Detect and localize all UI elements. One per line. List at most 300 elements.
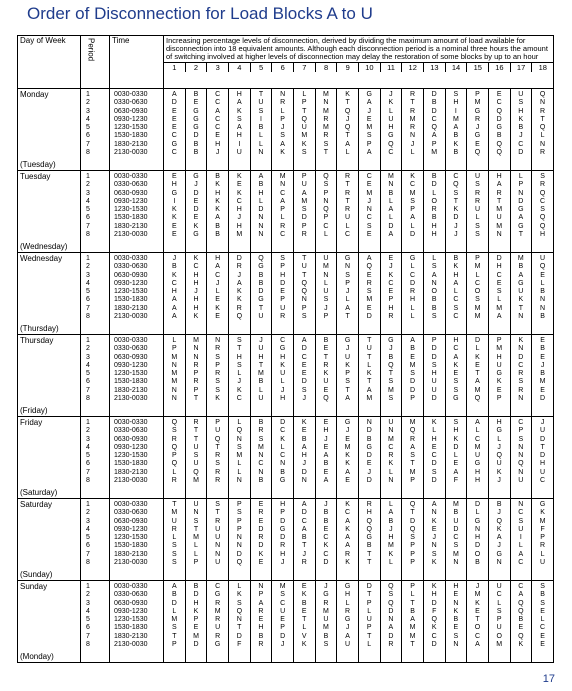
level-column [228, 499, 250, 581]
load-block-letter: S [453, 632, 459, 640]
load-block-letter: A [453, 124, 459, 132]
load-block-letter: D [496, 115, 502, 123]
load-block-letter: G [518, 279, 524, 287]
level-column [423, 335, 445, 417]
load-block-letter: A [496, 313, 502, 321]
period-number: 6 [86, 460, 90, 468]
load-block-letter: P [345, 370, 350, 378]
next-day-name: (Saturday) [20, 487, 58, 497]
load-block-letter: A [345, 395, 350, 403]
load-block-letter: J [194, 181, 198, 189]
header-description-text: Increasing percentage levels of disconnection, derived by dividing the maximum amount of load available for disconnection into 18 equivalent amounts. Although each disconnection period is a nominal three hours the amount of switching involved at higher levels of disconnection may delay the restoration of some blocks by up to an hour [166, 36, 548, 62]
load-block-letter: J [215, 149, 220, 157]
load-block-letter: S [431, 468, 437, 476]
load-block-letter: Q [171, 443, 178, 451]
period-number: 8 [86, 477, 90, 485]
level-column [445, 335, 467, 417]
period-number: 3 [86, 517, 90, 525]
load-block-letter: G [279, 525, 286, 533]
load-block-letter: K [453, 206, 459, 214]
load-block-letter: U [171, 517, 177, 525]
load-block-letter: H [171, 288, 177, 296]
load-block-letter: D [193, 641, 199, 649]
load-block-letter: A [345, 304, 350, 312]
load-block-letter: T [302, 616, 307, 624]
load-block-letter: J [302, 550, 307, 558]
load-block-letter: B [258, 181, 264, 189]
level-column [207, 89, 229, 171]
load-block-letter: Q [344, 107, 351, 115]
load-block-letter: K [301, 591, 307, 599]
period-number: 5 [86, 534, 90, 542]
level-column [423, 581, 445, 663]
load-block-letter: B [301, 435, 307, 443]
period-number: 5 [86, 616, 90, 624]
load-block-letter: M [236, 452, 243, 460]
load-block-letter: C [518, 140, 524, 148]
load-block-letter: K [301, 140, 307, 148]
load-block-letter: D [474, 501, 481, 508]
load-block-letter: Q [431, 616, 437, 624]
load-block-letter: L [259, 386, 263, 394]
load-block-letter: D [431, 641, 437, 649]
load-block-letter: B [453, 255, 459, 262]
load-block-letter: T [475, 616, 480, 624]
load-block-letter: I [519, 534, 522, 542]
period-number: 6 [86, 378, 90, 386]
load-block-letter: P [475, 91, 480, 98]
level-column [337, 499, 359, 581]
load-block-letter: N [518, 313, 524, 321]
load-block-letter: G [474, 460, 481, 468]
load-block-letter: A [301, 525, 307, 533]
period-number: 7 [86, 304, 90, 312]
level-column [402, 253, 424, 335]
level-column [358, 89, 380, 171]
load-block-letter: B [258, 477, 264, 485]
load-block-letter: B [193, 140, 199, 148]
period-number: 3 [86, 599, 90, 607]
load-block-letter: K [496, 468, 502, 476]
level-column [250, 171, 272, 253]
load-block-letter: E [171, 124, 177, 132]
load-block-letter: J [389, 263, 393, 271]
level-number: 6 [271, 63, 293, 72]
header-time: Time [110, 36, 164, 89]
period-number: 4 [86, 197, 90, 205]
load-block-letter: N [258, 214, 264, 222]
time-cell [110, 417, 164, 499]
load-block-letter: L [259, 197, 263, 205]
load-block-letter: R [215, 452, 221, 460]
load-block-letter: U [518, 525, 524, 533]
load-block-letter: M [409, 419, 416, 426]
load-block-letter: N [171, 395, 177, 403]
level-column [488, 253, 510, 335]
load-block-letter: A [518, 550, 524, 558]
page-number: 17 [542, 673, 555, 685]
time-cell [110, 499, 164, 581]
load-block-letter: B [171, 591, 177, 599]
load-block-letter: G [344, 337, 351, 344]
load-block-letter: J [172, 255, 177, 262]
load-block-letter: M [366, 395, 373, 403]
load-block-letter: N [193, 345, 199, 353]
level-column [185, 417, 207, 499]
time-slot: 2130-0030 [114, 313, 148, 321]
load-block-letter: H [540, 460, 546, 468]
load-block-letter: B [323, 509, 329, 517]
load-block-letter: S [215, 353, 220, 361]
load-block-letter: M [474, 313, 481, 321]
load-block-letter: J [302, 395, 307, 403]
load-block-letter: O [431, 197, 437, 205]
load-block-letter: S [496, 607, 502, 615]
load-block-letter: C [236, 395, 242, 403]
load-block-letter: P [258, 591, 264, 599]
period-number: 8 [86, 313, 90, 321]
load-block-letter: N [540, 296, 546, 304]
load-block-letter: J [345, 624, 350, 632]
load-block-letter: A [410, 443, 415, 451]
load-block-letter: B [388, 189, 394, 197]
load-block-letter: N [215, 542, 221, 550]
load-block-letter: D [280, 419, 286, 426]
load-block-letter: S [518, 517, 524, 525]
load-block-letter: Q [301, 288, 307, 296]
load-block-letter: S [280, 591, 285, 599]
load-block-letter: A [475, 419, 480, 426]
period-number: 5 [86, 124, 90, 132]
load-block-letter: R [258, 534, 264, 542]
level-column [380, 335, 402, 417]
level-column [510, 581, 532, 663]
load-block-letter: E [301, 427, 307, 435]
period-number: 2 [86, 181, 90, 189]
load-block-letter: U [345, 641, 351, 649]
load-block-letter: E [366, 304, 372, 312]
load-block-letter: G [171, 189, 178, 197]
header-period-label: Period [86, 38, 96, 62]
time-cell [110, 581, 164, 663]
load-block-letter: Q [388, 599, 394, 607]
load-block-letter: J [280, 641, 285, 649]
load-block-letter: B [431, 296, 437, 304]
time-slot: 0330-0630 [114, 181, 148, 189]
level-column [488, 499, 510, 581]
load-block-letter: N [236, 477, 242, 485]
time-slot: 0630-0930 [114, 353, 148, 361]
load-block-letter: M [496, 206, 503, 214]
period-number: 7 [86, 468, 90, 476]
load-block-letter: H [236, 222, 242, 230]
level-column [272, 417, 294, 499]
day-cell [18, 253, 81, 335]
load-block-letter: M [431, 149, 438, 157]
load-block-letter: C [540, 197, 546, 205]
load-block-letter: N [280, 460, 286, 468]
load-block-letter: J [237, 271, 242, 279]
load-block-letter: G [193, 231, 199, 239]
load-block-letter: G [474, 517, 481, 525]
load-block-letter: N [258, 452, 264, 460]
load-block-letter: B [215, 173, 220, 180]
load-block-letter: P [215, 361, 220, 369]
load-block-letter: C [518, 559, 524, 567]
load-block-letter: R [171, 525, 177, 533]
load-block-letter: L [475, 271, 480, 279]
load-block-letter: N [258, 149, 264, 157]
load-block-letter: R [215, 599, 221, 607]
load-block-letter: N [410, 132, 416, 140]
level-number: 18 [531, 63, 553, 72]
load-block-letter: T [237, 624, 242, 632]
time-slot: 1230-1530 [114, 288, 148, 296]
load-block-letter: M [387, 435, 394, 443]
level-number: 16 [488, 63, 510, 72]
load-block-letter: A [366, 99, 372, 107]
load-block-letter: N [258, 231, 264, 239]
load-block-letter: K [236, 288, 242, 296]
load-block-letter: S [540, 173, 545, 180]
load-block-letter: E [171, 107, 177, 115]
load-block-letter: K [388, 460, 394, 468]
load-block-letter: N [301, 477, 307, 485]
load-block-letter: D [518, 149, 524, 157]
load-block-letter: E [301, 370, 307, 378]
load-block-letter: P [323, 313, 329, 321]
time-slot: 0630-0930 [114, 107, 148, 115]
load-block-letter: E [540, 386, 545, 394]
load-block-letter: D [193, 206, 199, 214]
load-block-letter: M [279, 173, 286, 180]
load-block-letter: P [215, 419, 220, 426]
load-block-letter: H [431, 435, 437, 443]
load-block-letter: N [323, 99, 329, 107]
time-slot: 2130-0030 [114, 231, 148, 239]
load-block-letter: J [475, 583, 480, 590]
period-number: 8 [86, 559, 90, 567]
load-block-letter: C [431, 452, 437, 460]
level-column [532, 335, 554, 417]
time-slot: 0030-0330 [114, 583, 148, 590]
next-day-name: (Wednesday) [20, 241, 68, 251]
load-block-letter: U [496, 361, 502, 369]
load-block-letter: G [366, 534, 372, 542]
load-block-letter: N [236, 616, 242, 624]
load-block-letter: L [345, 296, 350, 304]
level-column [532, 417, 554, 499]
day-cell [18, 417, 81, 499]
load-block-letter: U [323, 255, 329, 262]
load-block-letter: Q [388, 140, 394, 148]
load-block-letter: N [171, 361, 177, 369]
load-block-letter: U [280, 607, 286, 615]
load-block-letter: C [171, 149, 177, 157]
load-block-letter: D [366, 452, 372, 460]
time-slot: 2130-0030 [114, 559, 148, 567]
day-block [18, 89, 554, 171]
load-block-letter: S [388, 591, 394, 599]
day-name: Friday [20, 418, 43, 427]
time-slot: 0030-0330 [114, 255, 148, 262]
time-slot: 0930-1230 [114, 197, 148, 205]
load-block-letter: A [431, 501, 437, 508]
load-block-letter: K [345, 525, 350, 533]
level-number: 7 [293, 63, 315, 72]
load-block-letter: D [388, 607, 394, 615]
period-number: 8 [86, 149, 90, 157]
period-cell [81, 253, 110, 335]
load-block-letter: E [323, 468, 329, 476]
load-block-letter: B [280, 468, 285, 476]
load-block-letter: Q [171, 460, 178, 468]
load-block-letter: C [193, 263, 199, 271]
load-block-letter: B [388, 353, 394, 361]
load-block-letter: K [171, 271, 177, 279]
load-block-letter: Q [518, 460, 524, 468]
load-block-letter: S [453, 189, 459, 197]
level-column [164, 335, 186, 417]
level-number: 1 [172, 62, 177, 72]
load-block-letter: T [302, 542, 307, 550]
load-block-letter: S [171, 427, 177, 435]
load-block-letter: L [518, 173, 523, 180]
header-period [81, 36, 110, 89]
load-block-letter: H [193, 599, 199, 607]
load-block-letter: C [431, 115, 437, 123]
period-cell [81, 499, 110, 581]
level-column [445, 253, 467, 335]
load-block-letter: S [215, 386, 220, 394]
load-block-letter: A [215, 107, 220, 115]
level-column [467, 417, 489, 499]
load-block-letter: S [323, 140, 329, 148]
load-block-letter: G [193, 173, 199, 180]
load-block-letter: Q [323, 173, 329, 180]
load-block-letter: T [367, 337, 372, 344]
time-slot: 0930-1230 [114, 115, 148, 123]
time-slot: 0330-0630 [114, 99, 148, 107]
load-block-letter: R [215, 477, 221, 485]
level-column [272, 253, 294, 335]
load-block-letter: C [388, 443, 394, 451]
load-block-letter: U [453, 517, 459, 525]
load-block-letter: L [475, 427, 480, 435]
level-number: 13 [423, 63, 445, 72]
load-block-letter: E [475, 361, 480, 369]
period-number: 6 [86, 132, 90, 140]
time-slot: 1830-2130 [114, 304, 148, 312]
load-block-letter: A [280, 197, 285, 205]
time-slot: 0930-1230 [114, 525, 148, 533]
load-block-letter: U [518, 288, 524, 296]
load-block-letter: P [410, 206, 415, 214]
load-block-letter: K [388, 271, 394, 279]
load-block-letter: H [388, 304, 394, 312]
period-number: 1 [86, 419, 90, 426]
load-block-letter: H [236, 353, 242, 361]
load-block-letter: G [496, 370, 502, 378]
load-block-letter: P [193, 559, 199, 567]
load-block-letter: P [410, 477, 415, 485]
load-block-letter: G [193, 115, 199, 123]
load-block-letter: S [540, 206, 545, 214]
load-block-letter: E [540, 271, 545, 279]
load-block-letter: M [387, 386, 394, 394]
load-block-letter: L [280, 378, 285, 386]
load-block-letter: T [237, 345, 242, 353]
load-block-letter: B [323, 337, 329, 344]
load-block-letter: P [171, 641, 177, 649]
load-block-letter: R [280, 99, 286, 107]
level-column [185, 335, 207, 417]
load-block-letter: P [496, 616, 502, 624]
load-block-letter: S [345, 271, 350, 279]
load-block-letter: R [366, 279, 372, 287]
level-column [445, 581, 467, 663]
load-block-letter: E [388, 255, 394, 262]
level-numbers [164, 62, 553, 72]
load-block-letter: R [280, 222, 286, 230]
load-block-letter: N [540, 99, 546, 107]
load-block-letter: H [410, 296, 416, 304]
level-number: 17 [510, 63, 532, 72]
period-number: 2 [86, 345, 90, 353]
load-block-letter: G [193, 107, 199, 115]
period-number: 8 [86, 395, 90, 403]
load-block-letter: K [475, 599, 480, 607]
load-block-letter: A [280, 140, 285, 148]
load-block-letter: E [323, 419, 329, 426]
load-block-letter: Q [236, 313, 243, 321]
load-block-letter: R [474, 197, 481, 205]
load-block-letter: G [518, 222, 524, 230]
load-block-letter: B [258, 279, 264, 287]
load-block-letter: M [474, 304, 481, 312]
load-block-letter: N [193, 353, 199, 361]
load-block-letter: M [323, 624, 329, 632]
load-block-letter: K [280, 361, 285, 369]
load-block-letter: K [388, 99, 394, 107]
day-block [18, 581, 554, 663]
load-block-letter: Q [496, 140, 502, 148]
load-block-letter: E [193, 624, 199, 632]
time-slot: 1230-1530 [114, 616, 148, 624]
time-slot: 1230-1530 [114, 452, 148, 460]
load-block-letter: C [366, 214, 372, 222]
load-block-letter: T [302, 255, 307, 262]
load-block-letter: E [171, 115, 177, 123]
load-block-letter: K [171, 206, 177, 214]
load-block-letter: D [366, 427, 372, 435]
load-block-letter: U [258, 395, 264, 403]
load-block-letter: M [258, 443, 264, 451]
load-block-letter: T [410, 599, 415, 607]
load-block-letter: N [301, 296, 307, 304]
load-block-letter: A [410, 337, 415, 344]
load-block-letter: H [280, 501, 286, 508]
load-block-letter: M [496, 222, 503, 230]
load-block-letter: K [540, 509, 545, 517]
load-block-letter: U [388, 115, 394, 123]
level-column [532, 581, 554, 663]
load-block-letter: H [388, 124, 394, 132]
level-column [532, 171, 554, 253]
time-slot: 1530-1830 [114, 132, 148, 140]
load-block-letter: M [193, 337, 199, 344]
time-slot: 1530-1830 [114, 214, 148, 222]
